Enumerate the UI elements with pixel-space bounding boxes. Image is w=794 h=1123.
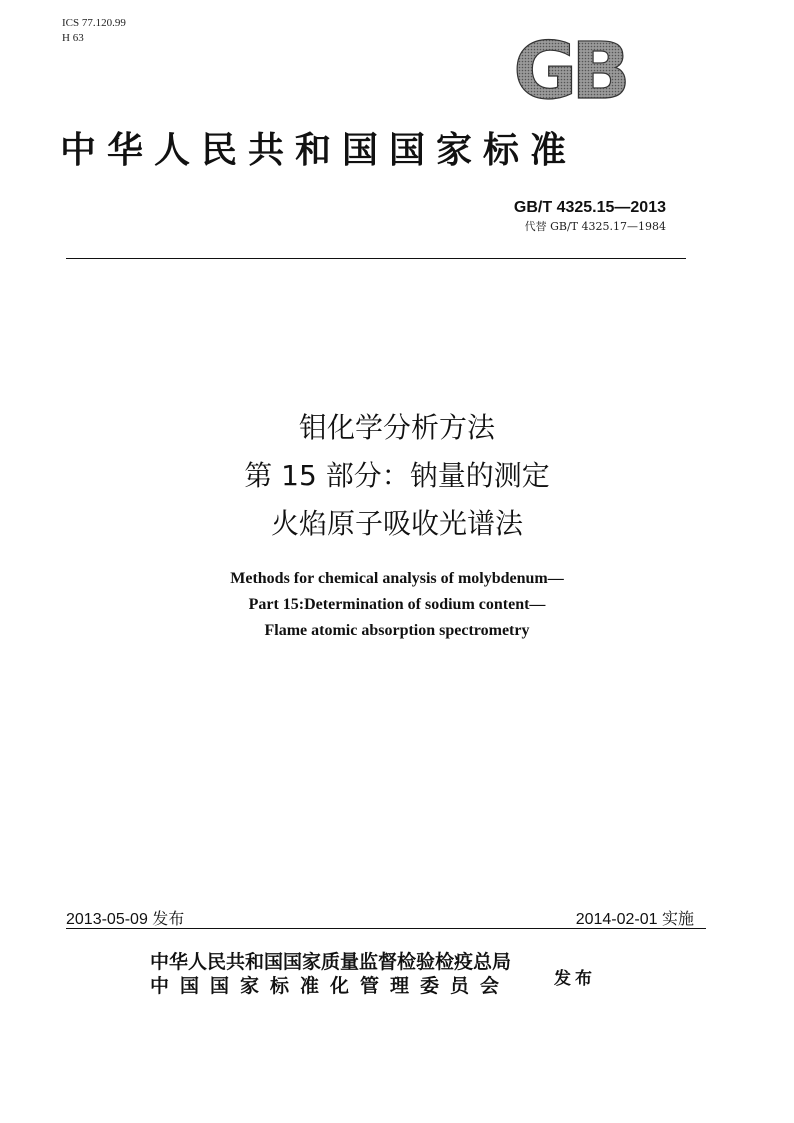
- zh-title-line-3: 火焰原子吸收光谱法: [270, 507, 523, 540]
- footer-divider: [66, 928, 706, 929]
- classification-codes: [62, 16, 126, 46]
- issue-date: 2013-05-09 发布: [66, 911, 185, 928]
- en-title-line-3: Flame atomic absorption spectrometry: [264, 622, 530, 639]
- chinese-title-block: [0, 404, 794, 548]
- english-title-block: [0, 566, 794, 644]
- gb-logo: [494, 36, 644, 106]
- issuing-authorities: [150, 950, 511, 998]
- standard-number: GB/T 4325.15—2013: [513, 199, 666, 216]
- header-divider: [66, 258, 686, 259]
- ccs-code: H 63: [62, 32, 84, 44]
- implementation-date: 2014-02-01 实施: [575, 911, 694, 928]
- zh-title-line-1: 钼化学分析方法: [298, 411, 495, 444]
- standard-category-title: 中华人民共和国国家标准: [60, 130, 578, 171]
- en-title-line-1: Methods for chemical analysis of molybdenum—: [230, 570, 564, 587]
- issuer-line-1: 中华人民共和国国家质量监督检验检疫总局: [150, 951, 512, 973]
- zh-title-line-2: 第 15 部分：钠量的测定: [244, 459, 550, 492]
- replaces-note: 代替 GB/T 4325.17—1984: [524, 220, 666, 233]
- ics-code: ICS 77.120.99: [62, 17, 126, 29]
- en-title-line-2: Part 15:Determination of sodium content—: [248, 596, 546, 613]
- issuer-line-2: 中国国家标准化管理委员会: [150, 975, 511, 997]
- publish-label: 发布: [554, 969, 596, 989]
- gb-logo-text: GB: [513, 36, 625, 106]
